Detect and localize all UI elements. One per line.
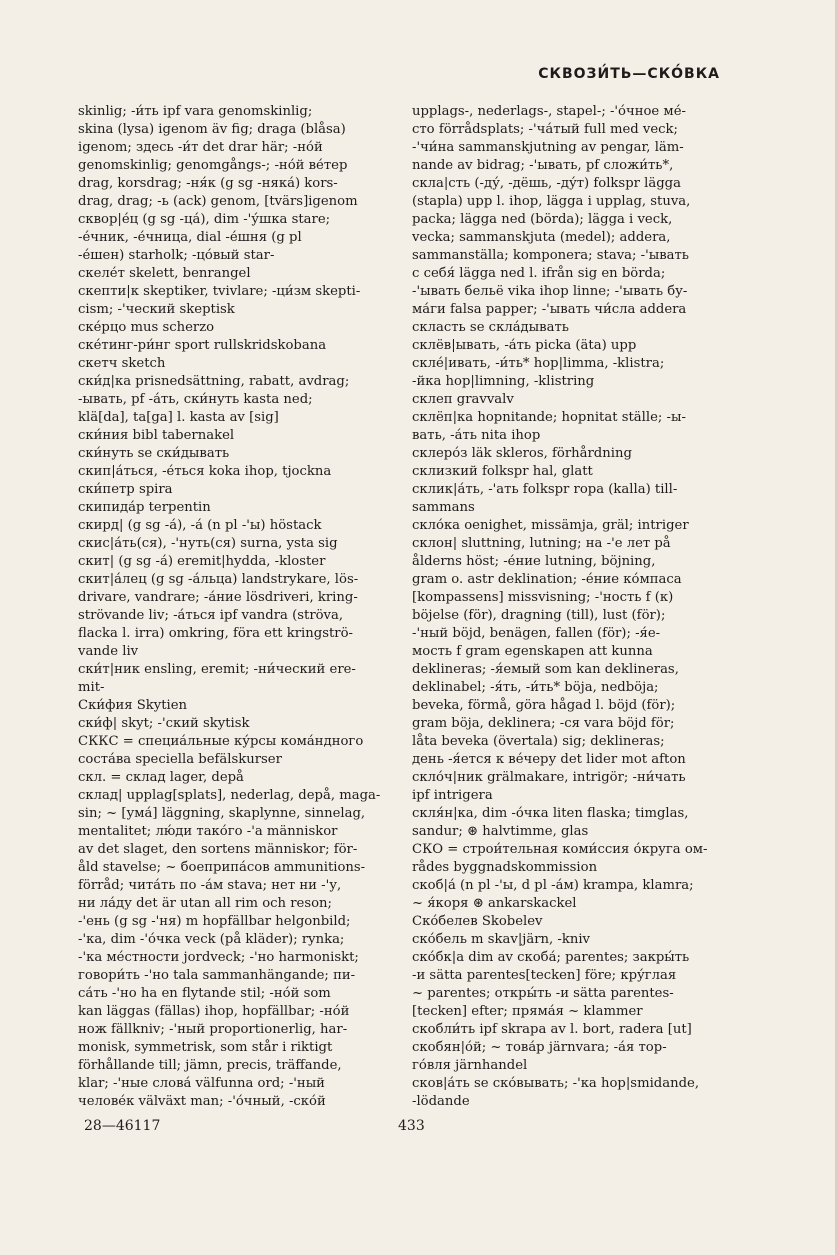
text-line: ско́бк|а dim av скоба́; parentes; закры́ть: [412, 950, 690, 965]
text-line: соста́ва speciella befälskurser: [78, 752, 282, 767]
text-line: [tecken] efter; пряма́я ~ klammer: [412, 1004, 643, 1019]
text-line: сквор|е́ц (g sg -ца́), dim -'у́шка stare;: [78, 212, 331, 227]
text-line: förråd; чита́ть по -а́м stava; нет ни -'у,: [78, 878, 342, 893]
text-line: ски́петр spira: [78, 482, 173, 497]
text-line: ма́ги falsa papper; -'ывать чи́сла addera: [412, 302, 687, 317]
text-line: с себя́ lägga ned l. ifrån sig en börda;: [412, 266, 666, 281]
text-line: СККС = специа́льные ку́рсы кома́ндного: [78, 734, 364, 749]
text-line: packa; lägga ned (börda); lägga i veck,: [412, 212, 673, 227]
text-line: strövande liv; -а́ться ipf vandra (ströva,: [78, 608, 344, 623]
text-line: Ски́фия Skytien: [78, 698, 188, 713]
text-line: sandur; ⊛ halvtimme, glas: [412, 824, 589, 839]
text-line: ско́бель m skav|järn, -kniv: [412, 932, 591, 947]
text-line: rådes byggnadskommission: [412, 860, 598, 875]
text-line: -'ка ме́стности jordveck; -'но harmoniskt;: [78, 950, 359, 965]
text-line: скепти|к skeptiker, tvivlare; -ци́зм skepti-: [78, 284, 361, 299]
text-line: vande liv: [78, 644, 139, 659]
text-line: igenom; здесь -и́т det drar här; -но́й: [78, 140, 323, 155]
text-line: скипида́р terpentin: [78, 500, 211, 515]
text-line: ски́нуть se ски́дывать: [78, 446, 230, 461]
text-line: скля́н|ка, dim -о́чка liten flaska; timglas,: [412, 806, 689, 821]
text-line: скобян|о́й; ~ това́р järnvara; -а́я тор-: [412, 1040, 667, 1055]
text-line: скит| (g sg -а́) eremit|hydda, -kloster: [78, 554, 326, 569]
text-line: gram o. astr deklination; -е́ние ко́мпаса: [412, 572, 682, 587]
text-line: ålderns höst; -е́ние lutning, böjning,: [412, 554, 656, 569]
text-line: -'ный böjd, benägen, fallen (för); -я́е-: [412, 626, 661, 641]
text-line: скл. = склад lager, depå: [78, 770, 244, 785]
text-line: av det slaget, den sortens människor; för-: [78, 842, 358, 857]
text-line: -'ывать бельё vika ihop linne; -'ывать бу-: [412, 284, 688, 299]
text-line: skina (lysa) igenom äv fig; draga (blåsa): [78, 122, 346, 137]
text-line: са́ть -'но ha en flytande stil; -но́й som: [78, 986, 331, 1001]
text-line: gram böja, deklinera; -ся vara böjd för;: [412, 716, 675, 731]
text-line: ски́д|ка prisnedsättning, rabatt, avdrag;: [78, 374, 350, 389]
text-line: -'ень (g sg -'ня) m hopfällbar helgonbild;: [78, 914, 351, 929]
text-line: deklineras; -я́емый som kan deklineras,: [412, 662, 679, 677]
text-line: склад| upplag[splats], nederlag, depå, maga-: [78, 788, 381, 803]
text-line: mentalitet; лю́ди тако́го -'а människor: [78, 824, 338, 839]
text-line: skinlig; -и́ть ipf vara genomskinlig;: [78, 104, 313, 119]
text-line: cism; -'ческий skeptisk: [78, 302, 235, 317]
text-line: sammans: [412, 500, 475, 515]
text-line: склизкий folkspr hal, glatt: [412, 464, 593, 479]
text-line: го́вля järnhandel: [412, 1058, 528, 1073]
text-line: beveka, förmå, göra hågad l. böjd (för);: [412, 698, 676, 713]
text-line: ни ла́ду det är utan all rim och reson;: [78, 896, 332, 911]
running-header: СКВОЗИ́ТЬ—СКО́ВКА: [538, 66, 720, 82]
text-line: ~ parentes; откры́ть -и sätta parentes-: [412, 986, 674, 1001]
text-line: -и sätta parentes[tecken] före; кру́глая: [412, 968, 677, 983]
text-line: склеро́з läk skleros, förhårdning: [412, 446, 632, 461]
text-line: ске́тинг-ри́нг sport rullskridskobana: [78, 338, 327, 353]
text-line: deklinabel; -я́ть, -и́ть* böja, nedböja;: [412, 680, 659, 695]
text-line: сто förrådsplats; -'ча́тый full med veck;: [412, 122, 678, 137]
text-line: ipf intrigera: [412, 788, 493, 803]
text-line: -'ка, dim -'о́чка veck (på kläder); rynka;: [78, 932, 345, 947]
text-line: -lödande: [412, 1094, 470, 1109]
left-column: [78, 103, 384, 1111]
text-line: сков|а́ть se ско́вывать; -'ка hop|smidande,: [412, 1076, 700, 1091]
text-line: ски́ф| skyt; -'ский skytisk: [78, 716, 250, 731]
text-line: nande av bidrag; -'ывать, pf сложи́ть*,: [412, 158, 674, 173]
text-line: скобли́ть ipf skrapa av l. bort, radera [ut]: [412, 1022, 692, 1037]
text-line: -йка hop|limning, -klistring: [412, 374, 595, 389]
text-line: говори́ть -'но tala sammanhängande; пи-: [78, 968, 356, 983]
text-line: -'чи́на sammanskjutning av pengar, läm-: [412, 140, 684, 155]
text-line: ски́ния bibl tabernakel: [78, 428, 235, 443]
text-line: (stapla) upp l. ihop, lägga i upplag, stuva,: [412, 194, 691, 209]
text-line: день -я́ется к ве́черу det lider mot afton: [412, 752, 686, 767]
text-line: -е́чник, -е́чница, dial -е́шня (g pl: [78, 230, 302, 245]
text-line: -ывать, pf -а́ть, ски́нуть kasta ned;: [78, 392, 313, 407]
text-line: upplags-, nederlags-, stapel-; -'о́чное ме́-: [412, 104, 686, 119]
text-line: förhållande till; jämn, precis, träffande,: [78, 1058, 342, 1073]
text-line: kan läggas (fällas) ihop, hopfällbar; -но́й: [78, 1004, 350, 1019]
text-line: sammanställa; komponera; stava; -'ывать: [412, 248, 689, 263]
text-line: ске́рцо mus scherzo: [78, 320, 215, 335]
text-line: склёп|ка hopnitande; hopnitat ställe; -ы-: [412, 410, 686, 425]
text-line: ски́т|ник ensling, eremit; -ни́ческий ere-: [78, 662, 356, 677]
text-line: скеле́т skelett, benrangel: [78, 266, 251, 281]
text-line: [kompassens] missvisning; -'ность f (к): [412, 590, 674, 605]
text-line: скле́|ивать, -и́ть* hop|limma, -klistra;: [412, 356, 665, 371]
text-line: челове́к välväxt man; -'о́чный, -ско́й: [78, 1094, 326, 1109]
text-line: склик|а́ть, -'ать folkspr ropa (kalla) till-: [412, 482, 678, 497]
text-line: скирд| (g sg -а́), -а́ (n pl -'ы) höstack: [78, 518, 322, 533]
text-line: böjelse (för), dragning (till), lust (för);: [412, 608, 666, 623]
text-line: скип|а́ться, -е́ться koka ihop, tjockna: [78, 464, 332, 479]
text-line: ~ я́коря ⊛ ankarskackel: [412, 896, 577, 911]
text-line: скетч sketch: [78, 356, 166, 371]
text-line: СКО = строи́тельная коми́ссия о́круга ом-: [412, 842, 708, 857]
text-line: låta beveka (övertala) sig; deklineras;: [412, 734, 665, 749]
text-line: склеп gravvalv: [412, 392, 514, 407]
text-line: скоб|а́ (n pl -'ы, d pl -а́м) krampa, klamra;: [412, 878, 694, 893]
text-line: мость f gram egenskapen att kunna: [412, 644, 653, 659]
text-line: åld stavelse; ~ боеприпа́сов ammunitions-: [78, 860, 366, 875]
text-line: скло́ч|ник grälmakare, intrigör; -ни́чать: [412, 770, 686, 785]
text-line: вать, -а́ть nita ihop: [412, 428, 541, 443]
text-line: mit-: [78, 680, 105, 695]
text-line: склон| sluttning, lutning; на -'е лет på: [412, 536, 671, 551]
text-line: sin; ~ [ума́] läggning, skaplynne, sinnelag,: [78, 806, 366, 821]
text-line: нож fällkniv; -'ный proportionerlig, har-: [78, 1022, 348, 1037]
text-line: drivare, vandrare; -а́ние lösdriveri, kring-: [78, 590, 358, 605]
text-line: flacka l. irra) omkring, föra ett kringströ-: [78, 626, 353, 641]
text-line: -е́шен) starholk; -цо́вый star-: [78, 248, 275, 263]
text-line: klar; -'ные слова́ välfunna ord; -'ный: [78, 1076, 325, 1091]
text-line: genomskinlig; genomgångs-; -но́й ве́тер: [78, 158, 348, 173]
text-line: Ско́белев Skobelev: [412, 914, 543, 929]
text-line: drag, korsdrag; -ня́к (g sg -няка́) kors-: [78, 176, 338, 191]
printer-signature: 28—46117: [84, 1118, 161, 1134]
text-line: склёв|ывать, -а́ть picka (äta) upp: [412, 338, 637, 353]
text-line: скис|а́ть(ся), -'нуть(ся) surna, ysta sig: [78, 536, 338, 551]
text-line: скит|а́лец (g sg -а́льца) landstrykare, lös-: [78, 572, 359, 587]
right-column: [412, 103, 718, 1111]
text-line: vecka; sammanskjuta (medel); addera,: [412, 230, 671, 245]
text-line: klä[da], ta[ga] l. kasta av [sig]: [78, 410, 279, 425]
text-line: drag, drag; -ь (ack) genom, [tvärs]igenom: [78, 194, 358, 209]
text-line: скласть se скла́дывать: [412, 320, 569, 335]
text-line: monisk, symmetrisk, som står i riktigt: [78, 1040, 333, 1055]
page-number: 433: [398, 1118, 425, 1134]
text-line: скло́ка oenighet, missämja, gräl; intriger: [412, 518, 689, 533]
text-line: скла|сть (-ду́, -дёшь, -ду́т) folkspr lägga: [412, 176, 681, 191]
